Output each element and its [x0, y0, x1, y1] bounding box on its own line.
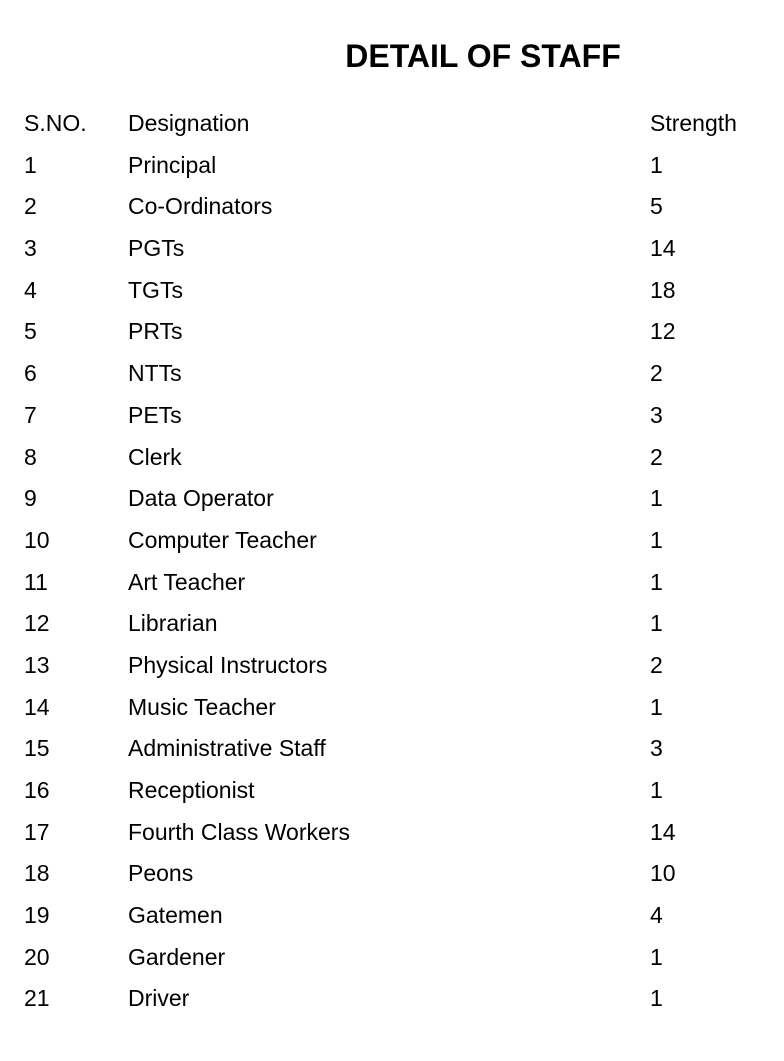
cell-strength: 2	[650, 360, 663, 387]
cell-designation: Principal	[128, 151, 217, 178]
cell-sno: 1	[24, 151, 37, 178]
cell-designation: PETs	[128, 401, 182, 428]
cell-designation: Gardener	[128, 943, 226, 970]
cell-strength: 14	[650, 818, 676, 845]
table-header-row	[24, 103, 764, 145]
cell-sno: 3	[24, 235, 37, 262]
cell-sno: 19	[24, 902, 50, 929]
cell-sno: 21	[24, 985, 50, 1012]
table-row	[24, 728, 764, 770]
table-row	[24, 520, 764, 562]
table-row	[24, 395, 764, 437]
cell-strength: 1	[650, 693, 663, 720]
cell-designation: Receptionist	[128, 777, 255, 803]
cell-strength: 4	[650, 902, 663, 929]
cell-sno: 5	[24, 318, 37, 345]
cell-sno: 12	[24, 610, 50, 637]
cell-sno: 4	[24, 276, 37, 303]
cell-sno: 14	[24, 693, 50, 720]
table-row	[24, 645, 764, 687]
cell-strength: 1	[650, 485, 663, 512]
table-row	[24, 687, 764, 729]
cell-designation: Physical Instructors	[128, 651, 328, 678]
cell-sno: 9	[24, 485, 37, 512]
table-row	[24, 978, 764, 1020]
cell-strength: 3	[650, 401, 663, 428]
page-title: DETAIL OF STAFF	[345, 38, 621, 74]
table-row	[24, 812, 764, 854]
cell-sno: 16	[24, 777, 50, 803]
cell-strength: 1	[650, 568, 663, 595]
table-row	[24, 895, 764, 937]
cell-designation: Data Operator	[128, 485, 274, 512]
cell-designation: Driver	[128, 985, 190, 1012]
cell-strength: 1	[650, 943, 663, 970]
cell-sno: 13	[24, 651, 50, 678]
cell-sno: 7	[24, 401, 37, 428]
cell-sno: 17	[24, 818, 50, 845]
table-row	[24, 853, 764, 895]
cell-designation: Co-Ordinators	[128, 193, 273, 220]
cell-strength: 3	[650, 735, 663, 762]
cell-sno: 8	[24, 443, 37, 470]
cell-strength: 1	[650, 610, 663, 637]
cell-strength: 2	[650, 651, 663, 678]
cell-designation: Clerk	[128, 443, 182, 470]
cell-strength: 1	[650, 151, 663, 178]
cell-strength: 14	[650, 235, 676, 262]
cell-strength: 1	[650, 777, 663, 803]
cell-sno: 2	[24, 193, 37, 220]
table-row	[24, 270, 764, 312]
cell-designation: TGTs	[128, 276, 183, 303]
table-row	[24, 478, 764, 520]
cell-strength: 10	[650, 860, 676, 887]
cell-strength: 2	[650, 443, 663, 470]
cell-designation: Music Teacher	[128, 693, 276, 720]
table-row	[24, 937, 764, 979]
header-designation: Designation	[128, 110, 250, 136]
table-row	[24, 145, 764, 187]
cell-strength: 1	[650, 526, 663, 553]
cell-designation: Art Teacher	[128, 568, 246, 595]
table-row	[24, 437, 764, 479]
table-row	[24, 353, 764, 395]
header-strength: Strength	[650, 110, 737, 136]
cell-designation: Gatemen	[128, 902, 223, 929]
cell-sno: 20	[24, 943, 50, 970]
staff-table	[24, 103, 764, 1020]
cell-designation: Librarian	[128, 610, 218, 637]
table-row	[24, 603, 764, 645]
table-row	[24, 562, 764, 604]
cell-sno: 10	[24, 526, 50, 553]
cell-strength: 1	[650, 985, 663, 1012]
cell-designation: NTTs	[128, 360, 182, 387]
cell-designation: Fourth Class Workers	[128, 818, 350, 845]
cell-sno: 15	[24, 735, 50, 762]
cell-strength: 12	[650, 318, 676, 345]
header-sno: S.NO.	[24, 110, 87, 136]
table-row	[24, 186, 764, 228]
cell-sno: 11	[24, 568, 48, 595]
cell-designation: PGTs	[128, 235, 185, 262]
cell-sno: 6	[24, 360, 37, 387]
table-row	[24, 228, 764, 270]
cell-designation: Peons	[128, 860, 194, 887]
cell-strength: 5	[650, 193, 663, 220]
cell-sno: 18	[24, 860, 50, 887]
table-row	[24, 311, 764, 353]
table-row	[24, 770, 764, 812]
table-body	[24, 145, 764, 1020]
cell-designation: Computer Teacher	[128, 526, 317, 553]
cell-strength: 18	[650, 276, 676, 303]
cell-designation: PRTs	[128, 318, 183, 345]
cell-designation: Administrative Staff	[128, 735, 326, 762]
